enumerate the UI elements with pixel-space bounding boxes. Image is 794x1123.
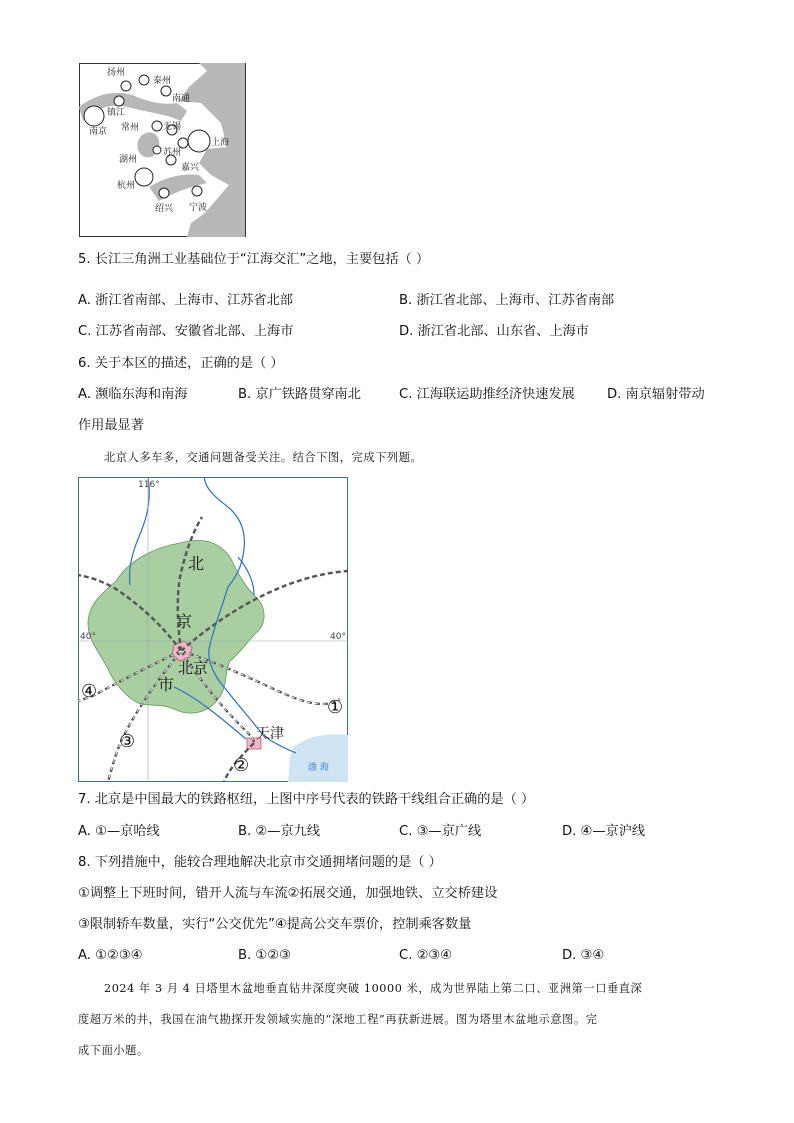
q7-option-a: A. ①—京哈线 — [78, 824, 160, 839]
city-label: 宁波 — [189, 203, 208, 213]
beijing-railway-map — [78, 477, 348, 782]
q6-option-b: B. 京广铁路贯穿南北 — [238, 387, 361, 402]
q7-option-c: C. ③—京广线 — [399, 824, 482, 839]
railway-marker-3: ③ — [119, 731, 136, 752]
question-7-stem: 7. 北京是中国最大的铁路枢纽，上图中序号代表的铁路干线组合正确的是（ ） — [78, 792, 535, 807]
city-label-beijing: 北京 — [178, 659, 209, 677]
city-label: 扬州 — [107, 68, 126, 78]
q6-option-a: A. 濒临东海和南海 — [78, 387, 188, 402]
intro-beijing: 北京人多车多，交通问题备受关注。结合下图，完成下列题。 — [104, 451, 423, 464]
region-label-jing: 京 — [176, 612, 193, 631]
city-label: 上海 — [211, 138, 230, 148]
sea-label-bohai: 渤 海 — [308, 763, 329, 773]
longitude-label: 116° — [138, 480, 160, 490]
city-label: 镇江 — [107, 108, 126, 118]
yangtze-delta-map — [79, 63, 246, 237]
city-label: 杭州 — [117, 181, 136, 191]
q8-measures-3-4: ③限制轿车数量，实行“公交优先”④提高公交车票价，控制乘客数量 — [78, 917, 472, 932]
q8-measures-1-2: ①调整上下班时间，错开人流与车流②拓展交通，加强地铁、立交桥建设 — [78, 886, 498, 901]
q6-option-d: D. 南京辐射带动 — [607, 387, 705, 402]
railway-marker-2: ② — [233, 755, 250, 776]
city-label: 常州 — [121, 123, 140, 133]
q8-option-a: A. ①②③④ — [78, 948, 143, 963]
region-label-shi: 市 — [158, 675, 175, 694]
city-label: 绍兴 — [155, 204, 174, 214]
city-label: 嘉兴 — [181, 163, 200, 173]
q8-option-c: C. ②③④ — [399, 948, 453, 963]
q5-option-d: D. 浙江省北部、山东省、上海市 — [399, 324, 589, 339]
intro-tarim-line-1: 2024 年 3 月 4 日塔里木盆地垂直钻井深度突破 10000 米，成为世界陆上第二口、亚洲第一口垂直深 — [104, 982, 643, 995]
q6-option-c: C. 江海联运助推经济快速发展 — [399, 387, 575, 402]
q5-option-c: C. 江苏省南部、安徽省北部、上海市 — [78, 324, 294, 339]
q7-option-d: D. ④—京沪线 — [562, 824, 646, 839]
question-8-stem: 8. 下列措施中，能较合理地解决北京市交通拥堵问题的是（ ） — [78, 855, 442, 870]
intro-tarim-line-2: 度超万米的井，我国在油气勘探开发领域实施的“深地工程”再获新进展。图为塔里木盆地示意图。完 — [78, 1013, 598, 1026]
q7-option-b: B. ②—京九线 — [238, 824, 321, 839]
latitude-label-right: 40° — [330, 632, 346, 642]
q5-option-a: A. 浙江省南部、上海市、江苏省北部 — [78, 293, 293, 308]
latitude-label-left: 40° — [80, 632, 96, 642]
intro-tarim-line-3: 成下面小题。 — [78, 1044, 149, 1057]
q5-option-b: B. 浙江省北部、上海市、江苏省南部 — [399, 293, 615, 308]
railway-marker-4: ④ — [81, 681, 98, 702]
q6-option-d-continuation: 作用最显著 — [78, 418, 144, 433]
city-label: 泰州 — [153, 76, 172, 86]
q8-option-d: D. ③④ — [562, 948, 605, 963]
question-6-stem: 6. 关于本区的描述，正确的是（ ） — [78, 356, 284, 371]
railway-marker-1: ① — [327, 697, 344, 718]
city-label: 无锡 — [163, 122, 182, 132]
city-label-tianjin: 天津 — [256, 726, 284, 742]
region-label-bei: 北 — [188, 554, 205, 573]
city-label: 苏州 — [163, 148, 182, 158]
question-5-stem: 5. 长江三角洲工业基础位于“江海交汇”之地，主要包括（ ） — [78, 252, 430, 267]
q8-option-b: B. ①②③ — [238, 948, 291, 963]
city-label: 南京 — [89, 127, 108, 137]
city-label: 湖州 — [119, 155, 138, 165]
city-label: 南通 — [172, 94, 191, 104]
